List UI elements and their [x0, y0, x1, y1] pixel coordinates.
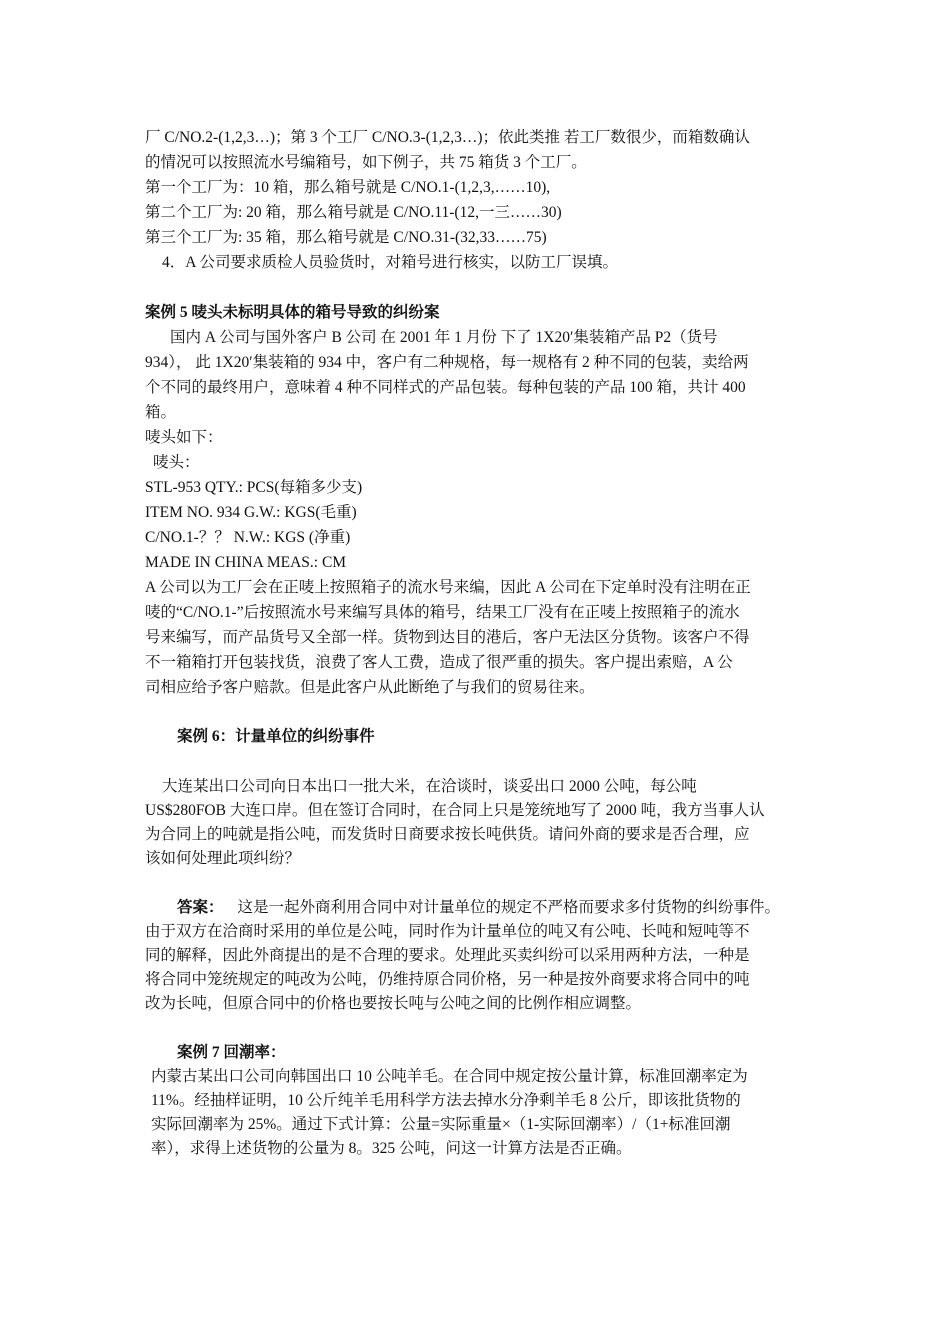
case5-mark-intro: 唛头如下：: [145, 429, 223, 446]
case6-answer-text: 这是一起外商利用合同中对计量单位的规定不严格而要求多付货物的纠纷事件。: [237, 899, 781, 916]
case5-para1-line: 箱。: [145, 404, 177, 421]
intro-line: 第一个工厂为：10 箱，那么箱号就是 C/NO.1-(1,2,3,……10),: [145, 179, 551, 196]
case5-para2-line: 唛的“C/NO.1-”后按照流水号来编写具体的箱号，结果工厂没有在正唛上按照箱子的流水: [145, 604, 740, 621]
intro-line: 的情况可以按照流水号编箱号，如下例子，共 75 箱货 3 个工厂。: [145, 154, 587, 171]
case6-question-line: US$280FOB 大连口岸。但在签订合同时，在合同上只是笼统地写了 2000 吨，我方当事人认: [145, 802, 765, 819]
case6-answer-line: 由于双方在洽商时采用的单位是公吨，同时作为计量单位的吨又有公吨、长吨和短吨等不: [145, 923, 750, 940]
case5-mark-line: ITEM NO. 934 G.W.: KGS(毛重): [145, 504, 357, 521]
case5-para1-line: 个不同的最终用户，意味着 4 种不同样式的产品包装。每种包装的产品 100 箱，共计 400: [145, 379, 746, 396]
case6-title: 案例 6：计量单位的纠纷事件: [177, 728, 375, 745]
intro-line: 第三个工厂为: 35 箱，那么箱号就是 C/NO.31-(32,33……75): [145, 229, 547, 246]
intro-line: 4．A 公司要求质检人员验货时，对箱号进行核实，以防工厂误填。: [162, 254, 618, 271]
case6-question-line: 为合同上的吨就是指公吨，而发货时日商要求按长吨供货。请问外商的要求是否合理，应: [145, 826, 750, 843]
intro-line: 厂 C/NO.2-(1,2,3…)；第 3 个工厂 C/NO.3-(1,2,3…)；依此类推 若工厂数很少，而箱数确认: [145, 129, 750, 146]
case7-line: 率），求得上述货物的公量为 8。325 公吨，问这一计算方法是否正确。: [151, 1140, 632, 1157]
case5-para2-line: A 公司以为工厂会在正唛上按照箱子的流水号来编，因此 A 公司在下定单时没有注明在正: [145, 579, 751, 596]
case5-para2-line: 司相应给予客户赔款。但是此客户从此断绝了与我们的贸易往来。: [145, 679, 595, 696]
case6-answer-first-line: [177, 898, 780, 918]
case6-answer-line: 改为长吨，但原合同中的价格也要按长吨与公吨之间的比例作相应调整。: [145, 995, 642, 1012]
case7-line: 11%。经抽样证明，10 公斤纯羊毛用科学方法去掉水分净剩羊毛 8 公斤，即该批货物的: [151, 1092, 741, 1109]
case6-answer-line: 将合同中笼统规定的吨改为公吨，仍维持原合同价格，另一种是按外商要求将合同中的吨: [145, 971, 750, 988]
case5-mark-line: MADE IN CHINA MEAS.: CM: [145, 554, 347, 571]
case5-para2-line: 号来编写，而产品货号又全部一样。货物到达目的港后，客户无法区分货物。该客户不得: [145, 629, 750, 646]
case6-answer-label: 答案：: [177, 899, 224, 916]
case6-answer-line: 同的解释，因此外商提出的是不合理的要求。处理此买卖纠纷可以采用两种方法，一种是: [145, 947, 750, 964]
case5-para1-line: 934）， 此 1X20′集装箱的 934 中，客户有二种规格，每一规格有 2 种不同的包装，卖给两: [145, 354, 749, 371]
case5-title: 案例 5 唛头未标明具体的箱号导致的纠纷案: [145, 304, 440, 321]
case5-para1-line: 国内 A 公司与国外客户 B 公司 在 2001 年 1 月份 下了 1X20′集装箱产品 P2（货号: [170, 329, 718, 346]
case7-line: 实际回潮率为 25%。通过下式计算：公量=实际重量×（1-实际回潮率）/（1+标准回潮: [151, 1116, 731, 1133]
case5-mark-label: 唛头：: [153, 454, 200, 471]
case7-line: 内蒙古某出口公司向韩国出口 10 公吨羊毛。在合同中规定按公量计算，标准回潮率定为: [151, 1068, 748, 1085]
intro-line: 第二个工厂为: 20 箱，那么箱号就是 C/NO.11-(12,一三……30): [145, 204, 562, 221]
case5-mark-line: STL-953 QTY.: PCS(每箱多少支): [145, 479, 363, 496]
case7-title: 案例 7 回潮率：: [177, 1044, 286, 1061]
case6-question-line: 大连某出口公司向日本出口一批大米，在洽谈时，谈妥出口 2000 公吨，每公吨: [162, 778, 697, 795]
case5-para2-line: 不一箱箱打开包装找货，浪费了客人工费，造成了很严重的损失。客户提出索赔，A 公: [145, 654, 733, 671]
case5-mark-line: C/NO.1-？？ N.W.: KGS (净重): [145, 529, 351, 546]
case6-question-line: 该如何处理此项纠纷？: [145, 850, 301, 867]
